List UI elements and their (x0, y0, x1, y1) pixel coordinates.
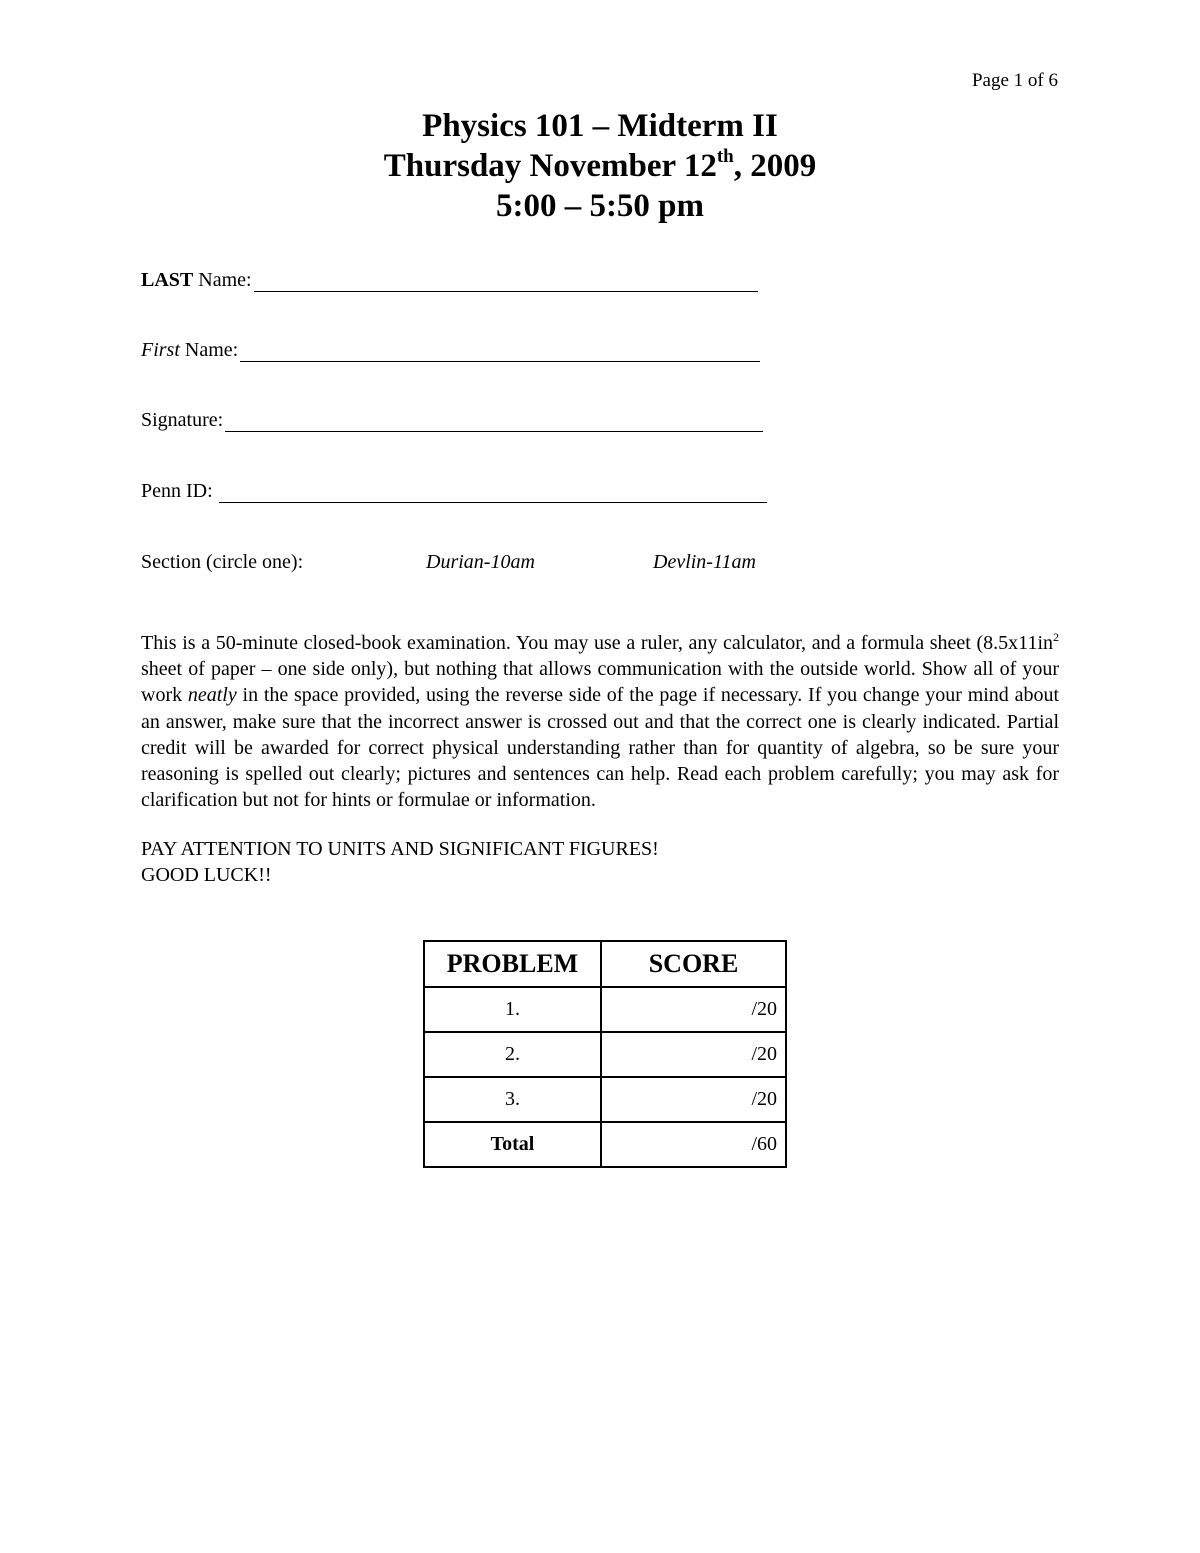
score-table (423, 940, 787, 1168)
units-reminder: PAY ATTENTION TO UNITS AND SIGNIFICANT FIGURES! (141, 838, 659, 860)
last-name-label-bold: LAST (141, 269, 194, 291)
table-row (424, 987, 786, 1032)
last-name-label (141, 269, 252, 292)
instructions-paragraph (141, 630, 1059, 813)
title-date-suffix: th (716, 146, 734, 167)
penn-id-line[interactable] (219, 481, 767, 503)
title-line-2 (0, 146, 1200, 186)
signature-label: Signature: (141, 409, 224, 431)
good-luck: GOOD LUCK!! (141, 864, 272, 886)
score-cell: /20 (601, 1032, 786, 1077)
problem-cell: 1. (424, 987, 601, 1032)
first-name-label-rest: Name: (179, 339, 239, 361)
problem-cell: 2. (424, 1032, 601, 1077)
last-name-line[interactable] (254, 270, 758, 292)
signature-line[interactable] (225, 410, 763, 432)
header-score: SCORE (601, 941, 786, 987)
last-name-field[interactable] (141, 269, 758, 292)
instructions-italic-neatly: neatly (187, 684, 237, 707)
first-name-label (141, 339, 238, 362)
section-option-devlin[interactable]: Devlin-11am (653, 551, 756, 573)
title-date: Thursday November 12 (383, 148, 717, 184)
problem-cell: 3. (424, 1077, 601, 1122)
first-name-label-italic: First (141, 339, 180, 361)
first-name-line[interactable] (240, 340, 760, 362)
table-row (424, 1032, 786, 1077)
instructions-superscript: 2 (1053, 630, 1059, 644)
section-label: Section (circle one): (141, 551, 304, 573)
instructions-part-3: in the space provided, using the reverse side of the page if necessary. If you change your mind about an answer, make sure that the incorrect answer is crossed out and that the correct one is clearly indicated. Partial credit will be awarded for correct physical understanding rather than for quantity of algebra, so be sure your reasoning is spelled out clearly; pictures and sentences can help. Read each problem carefully; you may ask for clarification but not for hints or formulae or information. (141, 684, 1059, 812)
table-row (424, 1077, 786, 1122)
penn-id-label: Penn ID: (141, 480, 213, 502)
title-line-1: Physics 101 – Midterm II (422, 108, 778, 144)
total-row (424, 1122, 786, 1167)
first-name-field[interactable] (141, 339, 760, 362)
instructions-part-2: sheet of paper – one side only), but nothing that allows communication with the outside world. Show all of your work (141, 658, 1059, 707)
total-score: /60 (601, 1122, 786, 1167)
title-line-3: 5:00 – 5:50 pm (495, 188, 705, 224)
score-table-header (424, 941, 786, 987)
title-year: , 2009 (733, 148, 817, 184)
section-option-durian[interactable]: Durian-10am (426, 551, 535, 573)
total-label: Total (424, 1122, 601, 1167)
page-number: Page 1 of 6 (971, 70, 1058, 91)
penn-id-field[interactable] (141, 480, 767, 503)
header-problem: PROBLEM (424, 941, 601, 987)
instructions-part-1: This is a 50-minute closed-book examination. You may use a ruler, any calculator, and a formula sheet (8.5x11in (141, 632, 1053, 654)
section-choice (141, 551, 781, 577)
score-cell: /20 (601, 1077, 786, 1122)
signature-field[interactable] (141, 409, 763, 432)
exam-title (0, 106, 1200, 226)
score-cell: /20 (601, 987, 786, 1032)
last-name-label-rest: Name: (193, 269, 252, 291)
